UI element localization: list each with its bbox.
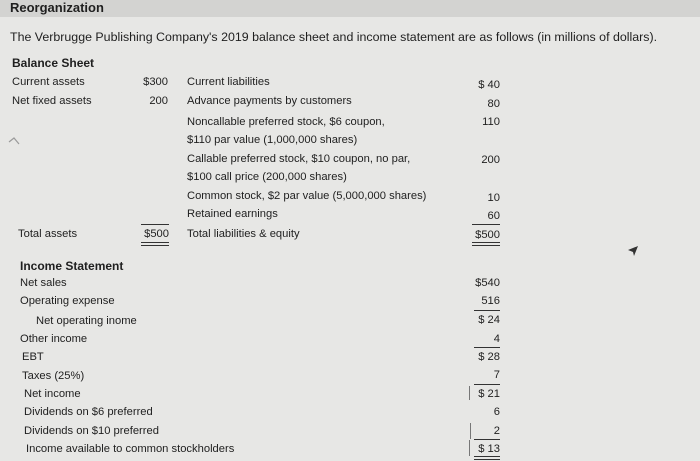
asset-label-fixed: Net fixed assets	[12, 95, 92, 107]
income-label-1: Operating expense	[20, 295, 115, 307]
income-rule-8	[474, 439, 500, 440]
mouse-cursor-icon	[628, 246, 638, 256]
liability-value-0: $ 40	[478, 79, 500, 91]
income-value-1: 516	[481, 295, 500, 307]
balance-sheet-heading: Balance Sheet	[12, 56, 95, 70]
income-label-7: Dividends on $6 preferred	[24, 406, 153, 418]
liability-value-6: 10	[487, 192, 500, 204]
income-label-5: Taxes (25%)	[22, 370, 85, 382]
liability-label-7: Retained earnings	[187, 208, 278, 220]
income-rule-1	[474, 310, 500, 311]
liability-value-7: 60	[487, 210, 500, 222]
income-value-2: $ 24	[478, 314, 500, 326]
income-value-0: $540	[475, 277, 500, 289]
income-statement-heading: Income Statement	[20, 259, 124, 273]
income-label-3: Other income	[20, 333, 88, 345]
asset-label-current: Current assets	[12, 76, 85, 88]
liability-value-2: 110	[482, 116, 500, 128]
liabilities-total-double-rule	[472, 242, 500, 246]
income-value-5: 7	[493, 369, 500, 381]
stray-mark-icon	[8, 136, 20, 148]
total-liabilities-value: $500	[475, 229, 500, 241]
income-rule-3	[474, 347, 500, 348]
pen-mark	[469, 440, 470, 456]
liability-label-4: Callable preferred stock, $10 coupon, no par,	[187, 153, 411, 165]
liability-label-2: Noncallable preferred stock, $6 coupon,	[187, 116, 385, 128]
liability-label-5: $100 call price (200,000 shares)	[187, 171, 347, 183]
problem-statement: The Verbrugge Publishing Company's 2019 balance sheet and income statement are as follows (in millions of dollars).	[10, 30, 658, 44]
income-label-2: Net operating inome	[36, 315, 137, 327]
title-bar	[0, 0, 700, 17]
income-value-3: 4	[493, 333, 500, 345]
liability-label-6: Common stock, $2 par value (5,000,000 shares)	[187, 190, 427, 202]
income-label-8: Dividends on $10 preferred	[24, 425, 159, 437]
assets-sum-rule	[141, 224, 169, 225]
liabilities-sum-rule	[472, 224, 500, 225]
income-value-4: $ 28	[478, 351, 500, 363]
income-label-0: Net sales	[20, 277, 67, 289]
income-label-9: Income available to common stockholders	[26, 443, 235, 455]
income-label-6: Net income	[24, 388, 81, 400]
asset-value-fixed: 200	[149, 95, 168, 107]
asset-value-current: $300	[143, 76, 168, 88]
liability-label-3: $110 par value (1,000,000 shares)	[187, 134, 358, 146]
total-assets-label: Total assets	[18, 228, 78, 240]
pen-mark	[470, 423, 471, 439]
income-value-7: 6	[493, 406, 500, 418]
assets-total-double-rule	[141, 242, 169, 246]
income-value-9: $ 13	[478, 443, 500, 455]
liability-label-0: Current liabilities	[187, 76, 270, 88]
income-rule-5	[474, 384, 500, 385]
total-assets-value: $500	[144, 228, 169, 240]
liability-label-1: Advance payments by customers	[187, 95, 352, 107]
income-label-4: EBT	[22, 351, 44, 363]
liability-value-4: 200	[481, 154, 500, 166]
liability-value-1: 80	[487, 98, 500, 110]
pen-mark	[469, 386, 470, 400]
total-liabilities-label: Total liabilities & equity	[187, 228, 300, 240]
income-total-double-rule	[474, 456, 500, 460]
income-value-6: $ 21	[478, 388, 500, 400]
income-value-8: 2	[493, 425, 500, 437]
page-title: Reorganization	[10, 0, 104, 15]
